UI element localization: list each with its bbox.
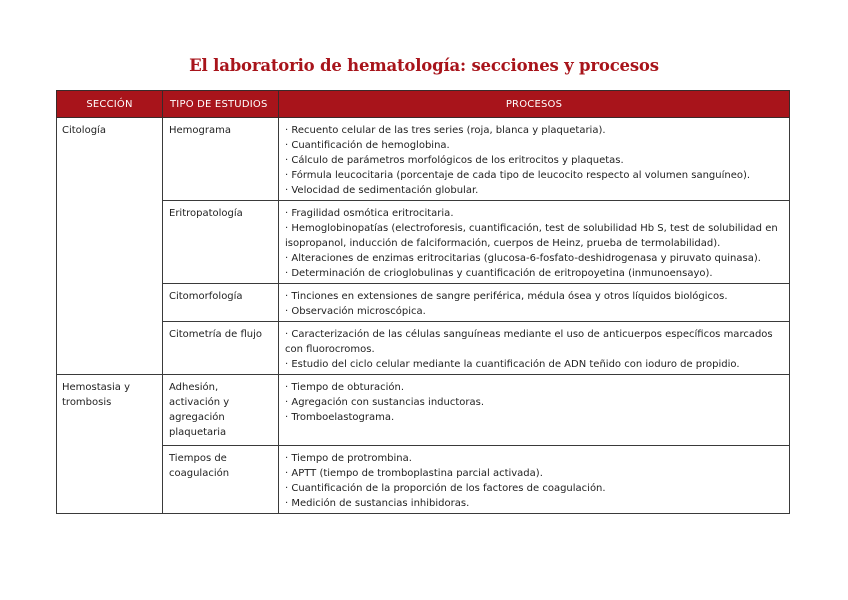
table-row	[57, 284, 790, 322]
process-item: · Fragilidad osmótica eritrocitaria.	[285, 208, 454, 219]
processes-cell	[279, 446, 790, 514]
section-cell: Hemostasia y trombosis	[57, 375, 163, 514]
process-item: · Cálculo de parámetros morfológicos de los eritrocitos y plaquetas.	[285, 155, 624, 166]
process-item: · Medición de sustancias inhibidoras.	[285, 498, 470, 509]
study-type-cell: Citometría de flujo	[163, 322, 279, 375]
process-item: · Caracterización de las células sanguíneas mediante el uso de anticuerpos específicos marcados con fluorocromos.	[285, 329, 773, 355]
process-item: · Velocidad de sedimentación globular.	[285, 185, 479, 196]
hematology-table	[56, 90, 790, 514]
study-type-cell: Hemograma	[163, 118, 279, 201]
process-item: · Agregación con sustancias inductoras.	[285, 397, 485, 408]
table-row	[57, 201, 790, 284]
process-item: · Observación microscópica.	[285, 306, 426, 317]
processes-cell	[279, 201, 790, 284]
process-item: · Cuantificación de hemoglobina.	[285, 140, 450, 151]
header-study-type: TIPO DE ESTUDIOS	[163, 91, 279, 118]
section-cell: Citología	[57, 118, 163, 375]
process-item: · Fórmula leucocitaria (porcentaje de cada tipo de leucocito respecto al volumen sanguíneo).	[285, 170, 751, 181]
study-type-cell: Citomorfología	[163, 284, 279, 322]
table-row	[57, 322, 790, 375]
table-row	[57, 118, 790, 201]
processes-cell	[279, 118, 790, 201]
process-item: · Cuantificación de la proporción de los factores de coagulación.	[285, 483, 606, 494]
process-item: · Hemoglobinopatías (electroforesis, cuantificación, test de solubilidad Hb S, test de solubilidad en isopropanol, inducción de falciformación, cuerpos de Heinz, prueba de termolabilidad).	[285, 223, 778, 249]
processes-cell	[279, 322, 790, 375]
header-section: SECCIÓN	[57, 91, 163, 118]
process-item: · Tinciones en extensiones de sangre periférica, médula ósea y otros líquidos biológicos.	[285, 291, 728, 302]
study-type-cell: Tiempos de coagulación	[163, 446, 279, 514]
process-item: · Estudio del ciclo celular mediante la cuantificación de ADN teñido con ioduro de propidio.	[285, 359, 740, 370]
process-item: · Tiempo de obturación.	[285, 382, 405, 393]
process-item: · Determinación de crioglobulinas y cuantificación de eritropoyetina (inmunoensayo).	[285, 268, 713, 279]
process-item: · Tiempo de protrombina.	[285, 453, 412, 464]
study-type-cell: Adhesión, activación y agregación plaquetaria	[163, 375, 279, 446]
table-header-row	[57, 91, 790, 118]
study-type-cell: Eritropatología	[163, 201, 279, 284]
process-item: · APTT (tiempo de tromboplastina parcial activada).	[285, 468, 543, 479]
processes-cell	[279, 375, 790, 446]
table-row	[57, 375, 790, 446]
header-processes: PROCESOS	[279, 91, 790, 118]
process-item: · Recuento celular de las tres series (roja, blanca y plaquetaria).	[285, 125, 606, 136]
process-item: · Alteraciones de enzimas eritrocitarias (glucosa-6-fosfato-deshidrogenasa y piruvato quinasa).	[285, 253, 761, 264]
process-item: · Tromboelastograma.	[285, 412, 395, 423]
page-title: El laboratorio de hematología: secciones y procesos	[189, 56, 659, 75]
processes-cell	[279, 284, 790, 322]
table-row	[57, 446, 790, 514]
